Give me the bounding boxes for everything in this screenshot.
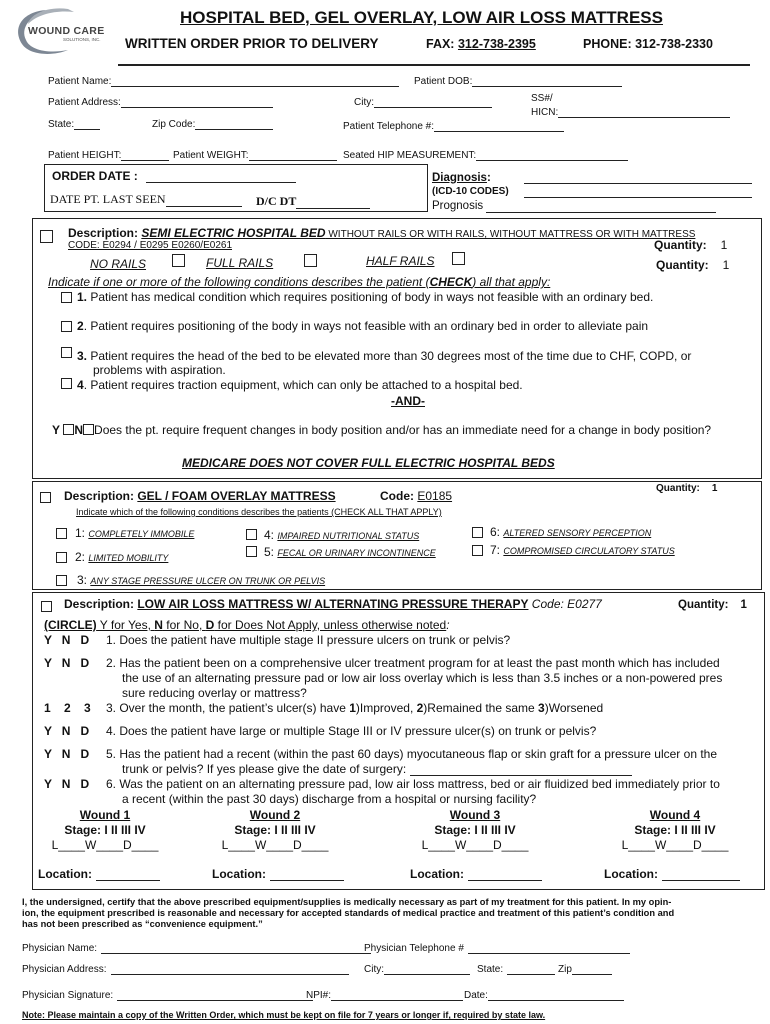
gel-desc-label: Description:	[64, 489, 138, 503]
wound-2-title: Wound 2	[249, 808, 301, 822]
wound-3-location-field[interactable]	[410, 867, 542, 881]
lal-desc-label: Description:	[64, 597, 138, 611]
location-label: Location:	[212, 867, 266, 881]
indicate-text-a: Indicate if one or more of the following conditions describes the patient (	[48, 275, 430, 289]
circle-d: D	[205, 618, 215, 632]
q6-text-continued: a recent (within the past 30 days) discharge from a hospital or nursing facility?	[122, 792, 537, 806]
gel-condition-5-text: FECAL OR URINARY INCONTINENCE	[277, 548, 436, 558]
condition-3-text: Patient requires the head of the bed to be elevated more than 30 degrees most of the time due to CHF, COPD, or	[87, 349, 692, 363]
q6-answer-options[interactable]: Y N D	[44, 777, 90, 791]
condition-3-continued: problems with aspiration.	[93, 363, 226, 377]
condition-2	[77, 319, 648, 333]
gel-overlay-quantity	[656, 483, 717, 494]
ss-label: SS#/	[531, 93, 553, 104]
no-rails-checkbox[interactable]	[172, 254, 185, 267]
q3-option-1: 1	[349, 701, 356, 715]
gel-condition-2-checkbox[interactable]	[56, 552, 67, 563]
physician-name-field[interactable]	[22, 943, 371, 954]
wound-2-location-field[interactable]	[212, 867, 344, 881]
physician-name-label: Physician Name:	[22, 943, 98, 954]
location-label: Location:	[410, 867, 464, 881]
q3-text	[106, 701, 603, 715]
q3-text-b: )Improved,	[355, 701, 417, 715]
physician-npi-field[interactable]	[306, 990, 463, 1001]
patient-dob-label: Patient DOB:	[414, 76, 473, 87]
logo-name: WOUND CARE	[28, 25, 105, 37]
wound-4-location-field[interactable]	[604, 867, 740, 881]
no-checkbox[interactable]	[83, 424, 94, 435]
condition-1-text: Patient has medical condition which requires positioning of body in ways not feasible with an ordinary bed.	[87, 290, 654, 304]
indicate-conditions	[48, 275, 550, 289]
condition-1-number: 1.	[77, 290, 88, 304]
half-rails-checkbox[interactable]	[452, 252, 465, 265]
patient-dob-field[interactable]	[414, 76, 622, 87]
hicn-field[interactable]	[531, 107, 730, 118]
condition-2-number: 2	[77, 319, 84, 333]
half-rails-label: HALF RAILS	[366, 254, 435, 268]
gel-title: GEL / FOAM OVERLAY MATTRESS	[137, 489, 336, 503]
physician-state-field[interactable]	[477, 964, 555, 975]
physician-date-label: Date:	[464, 990, 488, 1001]
gel-condition-4-number: 4:	[264, 528, 275, 542]
hip-measurement-label: Seated HIP MEASUREMENT:	[343, 150, 477, 161]
physician-date-field[interactable]	[464, 990, 624, 1001]
gel-condition-2-number: 2:	[75, 550, 86, 564]
gel-condition-1-number: 1:	[75, 526, 86, 540]
dc-date-label: D/C DT	[256, 194, 297, 208]
condition-2-text: . Patient requires positioning of the body in ways not feasible with an ordinary bed in order to alleviate pain	[83, 319, 649, 333]
quantity-value: 1	[711, 483, 718, 494]
patient-height-field[interactable]	[48, 150, 169, 161]
low-air-loss-description	[64, 597, 602, 611]
condition-2-checkbox[interactable]	[61, 321, 72, 332]
condition-1	[77, 290, 653, 304]
circle-text-b: for No,	[162, 618, 206, 632]
gel-condition-1-text: COMPLETELY IMMOBILE	[88, 529, 195, 539]
gel-condition-7-checkbox[interactable]	[472, 545, 483, 556]
lal-title: LOW AIR LOSS MATTRESS W/ ALTERNATING PRESSURE THERAPY	[137, 597, 529, 611]
gel-condition-2-text: LIMITED MOBILITY	[88, 553, 169, 563]
dc-date-field[interactable]	[256, 194, 370, 209]
gel-condition-3	[77, 573, 325, 587]
patient-state-label: State:	[48, 119, 75, 130]
last-seen-field[interactable]	[50, 192, 242, 207]
condition-3-number: 3.	[77, 349, 88, 363]
gel-code-label: Code:	[380, 489, 418, 503]
physician-signature-label: Physician Signature:	[22, 990, 114, 1001]
position-change-question	[52, 423, 711, 437]
diagnosis-label	[432, 172, 491, 184]
q3-text-d: )Worsened	[544, 701, 604, 715]
circle-n: N	[154, 618, 163, 632]
hospital-bed-checkbox[interactable]	[40, 230, 53, 243]
hospital-bed-quantity-2	[656, 258, 729, 272]
q3-text-a: 3. Over the month, the patient’s ulcer(s) have	[106, 701, 350, 715]
q3-text-c: )Remained the same	[423, 701, 539, 715]
physician-address-field[interactable]	[22, 964, 349, 975]
company-logo	[8, 6, 118, 58]
q5-surgery-date-label: trunk or pelvis? If yes please give the date of surgery:	[122, 762, 407, 776]
diagnosis-colon: :	[486, 172, 491, 184]
gel-condition-1-checkbox[interactable]	[56, 528, 67, 539]
patient-name-label: Patient Name:	[48, 76, 112, 87]
patient-phone-label: Patient Telephone #:	[343, 121, 435, 132]
patient-height-label: Patient HEIGHT:	[48, 150, 122, 161]
q6-text: 6. Was the patient on an alternating pressure pad, low air loss mattress, bed or air fluidized bed immediately prior to	[106, 777, 720, 791]
patient-name-field[interactable]	[48, 76, 399, 87]
q3-answer-options[interactable]: 1 2 3	[44, 701, 91, 715]
phone-number: PHONE: 312-738-2330	[583, 37, 713, 51]
order-date-field[interactable]	[52, 169, 296, 183]
wound-1-location-field[interactable]	[38, 867, 160, 881]
condition-3-checkbox[interactable]	[61, 347, 72, 358]
full-rails-checkbox[interactable]	[304, 254, 317, 267]
quantity-label: Quantity:	[656, 258, 709, 272]
no-rails-label: NO RAILS	[90, 257, 147, 271]
q3-option-2: 2	[416, 701, 424, 715]
physician-city-field[interactable]	[364, 964, 470, 975]
physician-city-label: City:	[364, 964, 384, 975]
quantity-label: Quantity:	[656, 483, 700, 494]
order-date-label: ORDER DATE :	[52, 169, 138, 183]
gel-condition-6-checkbox[interactable]	[472, 527, 483, 538]
certification-statement	[22, 897, 674, 930]
prognosis-label: Prognosis	[432, 200, 484, 212]
full-rails-label: FULL RAILS	[206, 256, 274, 270]
hospital-bed-desc-rest: WITHOUT RAILS OR WITH RAILS, WITHOUT MATTRESS OR WITH MATTRESS	[325, 229, 696, 240]
condition-4-checkbox[interactable]	[61, 378, 72, 389]
wound-1-stage: Stage: I II III IV	[64, 823, 146, 837]
form-subtitle: WRITTEN ORDER PRIOR TO DELIVERY	[125, 36, 379, 51]
patient-city-label: City:	[354, 97, 374, 108]
form-title: HOSPITAL BED, GEL OVERLAY, LOW AIR LOSS MATTRESS	[180, 8, 663, 27]
hospital-bed-desc-label: Description:	[68, 226, 142, 240]
q3-option-3: 3	[538, 701, 545, 715]
wound-2-dimensions: L____W____D____	[221, 838, 329, 852]
circle-text-a: Y for Yes,	[96, 618, 155, 632]
hospital-bed-quantity-1	[654, 238, 727, 252]
last-seen-label: DATE PT. LAST SEEN	[50, 192, 166, 206]
location-label: Location:	[38, 867, 92, 881]
wound-1-dimensions: L____W____D____	[51, 838, 159, 852]
hicn-label: HICN:	[531, 107, 559, 118]
wound-4-title: Wound 4	[649, 808, 701, 822]
patient-zip-field[interactable]	[152, 119, 273, 130]
gel-condition-7-text: COMPROMISED CIRCULATORY STATUS	[503, 546, 675, 556]
lal-code: Code: E0277	[528, 597, 602, 611]
gel-condition-5-number: 5:	[264, 545, 275, 559]
patient-city-field[interactable]	[354, 97, 492, 108]
gel-condition-4	[264, 528, 419, 542]
condition-1-checkbox[interactable]	[61, 292, 72, 303]
gel-overlay-code	[380, 489, 452, 503]
surgery-date-input[interactable]	[410, 764, 632, 776]
low-air-loss-quantity	[678, 599, 747, 611]
gel-code-value: E0185	[417, 489, 453, 503]
gel-condition-4-text: IMPAIRED NUTRITIONAL STATUS	[277, 531, 420, 541]
prognosis-line[interactable]	[486, 212, 716, 213]
physician-zip-label: Zip	[558, 964, 572, 975]
gel-condition-6-text: ALTERED SENSORY PERCEPTION	[503, 528, 652, 538]
no-label: N	[74, 423, 84, 437]
certify-line-1: I, the undersigned, certify that the above prescribed equipment/supplies is medically necessary as part of my treatment for this patient. In my opin-	[22, 897, 672, 907]
q5-answer-options[interactable]: Y N D	[44, 747, 90, 761]
wound-2[interactable]	[220, 808, 330, 853]
quantity-label: Quantity:	[678, 599, 729, 611]
q1-answer-options[interactable]: Y N D	[44, 633, 90, 647]
header-rule	[118, 64, 750, 66]
wound-3[interactable]	[420, 808, 530, 853]
fax-label: FAX:	[426, 37, 455, 51]
physician-signature-field[interactable]	[22, 990, 313, 1001]
condition-4	[77, 378, 523, 392]
q2-text-continued-2: sure reducing overlay or mattress?	[122, 686, 307, 700]
gel-condition-3-number: 3:	[77, 573, 88, 587]
physician-phone-label: Physician Telephone #	[364, 943, 464, 954]
gel-condition-1	[75, 526, 194, 540]
and-separator: -AND-	[391, 394, 425, 408]
indicate-check: CHECK	[429, 275, 473, 289]
q5-text-continued	[122, 762, 632, 776]
gel-condition-4-checkbox[interactable]	[246, 529, 257, 540]
wound-4-dimensions: L____W____D____	[621, 838, 729, 852]
diagnosis-text: Diagnosis	[432, 172, 487, 184]
quantity-value: 1	[722, 258, 730, 272]
location-label: Location:	[604, 867, 658, 881]
circle-instructions	[44, 618, 450, 632]
low-air-loss-checkbox[interactable]	[41, 601, 52, 612]
patient-state-field[interactable]	[48, 119, 100, 130]
indicate-text-b: ) all that apply:	[472, 275, 551, 289]
wound-3-title: Wound 3	[449, 808, 501, 822]
certify-line-3: has not been prescribed as “convenience equipment.”	[22, 919, 263, 929]
condition-4-number: 4	[77, 378, 84, 392]
wound-1[interactable]	[50, 808, 160, 853]
quantity-label: Quantity:	[654, 238, 707, 252]
circle-colon: :	[446, 618, 450, 632]
gel-condition-7-number: 7:	[490, 543, 501, 557]
fax-value: 312-738-2395	[457, 37, 536, 51]
q5-text: 5. Has the patient had a recent (within the past 60 days) myocutaneous flap or skin graft for a pressure ulcer on the	[106, 747, 718, 761]
yes-checkbox[interactable]	[63, 424, 74, 435]
gel-condition-6	[490, 525, 651, 539]
q1-text: 1. Does the patient have multiple stage II pressure ulcers on trunk or pelvis?	[106, 633, 511, 647]
circle-label: (CIRCLE)	[44, 618, 97, 632]
gel-condition-7	[490, 543, 675, 557]
hospital-bed-codes: CODE: E0294 / E0295 E0260/E0261	[68, 240, 233, 251]
gel-indicate-text: Indicate which of the following conditions describes the patients (CHECK ALL THAT APPLY)	[76, 507, 442, 517]
patient-weight-field[interactable]	[173, 150, 337, 161]
hip-measurement-field[interactable]	[343, 150, 628, 161]
gel-condition-3-checkbox[interactable]	[56, 575, 67, 586]
diagnosis-line-1[interactable]	[524, 183, 752, 184]
yes-label: Y	[52, 423, 61, 437]
condition-4-text: . Patient requires traction equipment, which can only be attached to a hospital bed.	[83, 378, 523, 392]
circle-text-c: for Does Not Apply, unless otherwise noted	[214, 618, 447, 632]
physician-address-label: Physician Address:	[22, 964, 107, 975]
q2-answer-options[interactable]: Y N D	[44, 656, 90, 670]
quantity-value: 1	[720, 238, 728, 252]
gel-condition-5-checkbox[interactable]	[246, 546, 257, 557]
physician-zip-field[interactable]	[558, 964, 612, 975]
wound-2-stage: Stage: I II III IV	[234, 823, 316, 837]
q2-text: 2. Has the patient been on a comprehensive ulcer treatment program for at least the past month which has included	[106, 656, 720, 670]
patient-address-label: Patient Address:	[48, 97, 121, 108]
retention-note: Note: Please maintain a copy of the Written Order, which must be kept on file for 7 years or longer if, required by state law.	[22, 1010, 546, 1020]
gel-condition-2	[75, 550, 168, 564]
quantity-value: 1	[740, 599, 747, 611]
wound-1-title: Wound 1	[79, 808, 131, 822]
q4-answer-options[interactable]: Y N D	[44, 724, 90, 738]
icd-codes-label: (ICD-10 CODES)	[432, 186, 509, 197]
patient-phone-field[interactable]	[343, 121, 564, 132]
patient-weight-label: Patient WEIGHT:	[173, 150, 249, 161]
wound-4[interactable]	[620, 808, 730, 853]
logo-subname: SOLUTIONS, INC.	[63, 37, 101, 42]
fax-number	[426, 37, 536, 51]
wound-3-dimensions: L____W____D____	[421, 838, 529, 852]
hospital-bed-title: SEMI ELECTRIC HOSPITAL BED	[141, 226, 326, 240]
patient-zip-label: Zip Code:	[152, 119, 196, 130]
wound-3-stage: Stage: I II III IV	[434, 823, 516, 837]
wound-4-stage: Stage: I II III IV	[634, 823, 716, 837]
physician-phone-field[interactable]	[364, 943, 630, 954]
gel-condition-6-number: 6:	[490, 525, 501, 539]
q2-text-continued: the use of an alternating pressure pad or low air loss overlay which is less than 3.5 inches or a non-powered pres	[122, 671, 723, 685]
certify-line-2: ion, the equipment prescribed is reasonable and necessary for accepted standards of medical practice and treatment of this patient’s condition and	[22, 908, 675, 918]
gel-condition-3-text: ANY STAGE PRESSURE ULCER ON TRUNK OR PELVIS	[90, 576, 326, 586]
condition-3	[77, 349, 691, 363]
physician-npi-label: NPI#:	[306, 990, 332, 1001]
physician-state-label: State:	[477, 964, 504, 975]
q4-text: 4. Does the patient have large or multiple Stage III or IV pressure ulcer(s) on trunk or pelvis?	[106, 724, 597, 738]
medicare-notice: MEDICARE DOES NOT COVER FULL ELECTRIC HOSPITAL BEDS	[182, 456, 555, 470]
question-text: Does the pt. require frequent changes in body position and/or has an immediate need for a change in body position?	[94, 423, 712, 437]
gel-condition-5	[264, 545, 436, 559]
gel-overlay-description	[64, 489, 336, 503]
diagnosis-line-2[interactable]	[524, 197, 752, 198]
gel-overlay-checkbox[interactable]	[40, 492, 51, 503]
patient-address-field[interactable]	[48, 97, 273, 108]
hospital-bed-description	[68, 226, 695, 240]
